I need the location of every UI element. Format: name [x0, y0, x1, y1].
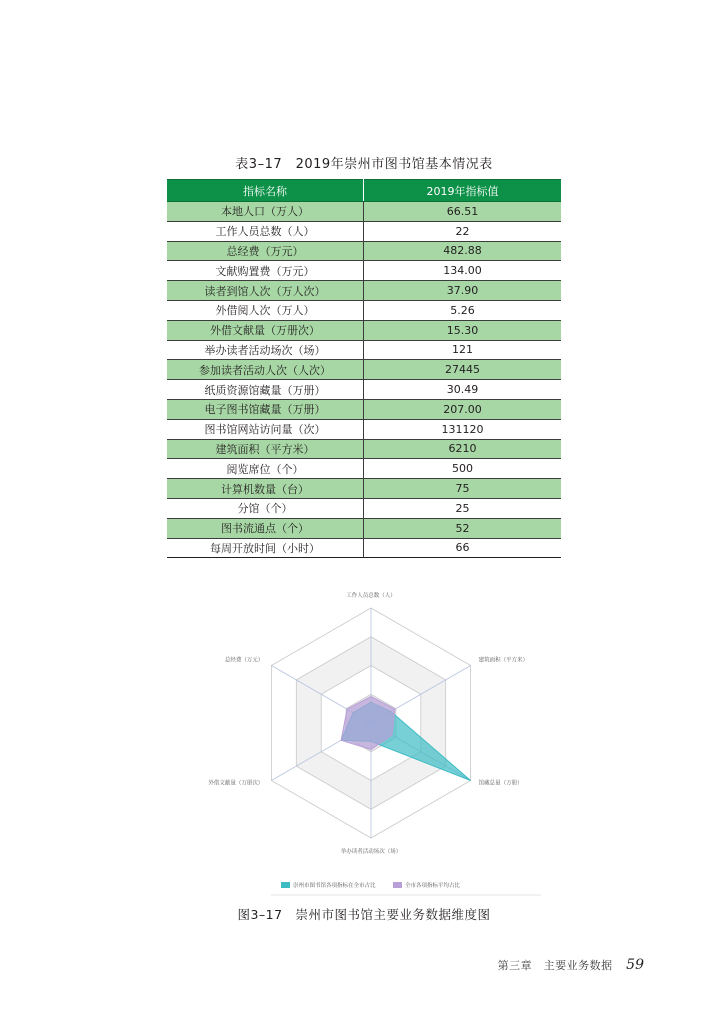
- indicator-name-cell: 电子图书馆藏量（万册）: [167, 399, 364, 419]
- indicator-value-cell: 131120: [364, 419, 562, 439]
- table-header-row: [167, 180, 561, 202]
- radar-axis-label: 工作人员总数（人）: [346, 593, 396, 599]
- table-row: [167, 241, 561, 261]
- indicator-value-cell: 482.88: [364, 241, 562, 261]
- indicator-name-cell: 阅览席位（个）: [167, 459, 364, 479]
- table-row: [167, 419, 561, 439]
- indicator-value-cell: 121: [364, 340, 562, 360]
- indicator-name-cell: 举办读者活动场次（场）: [167, 340, 364, 360]
- indicator-name-cell: 本地人口（万人）: [167, 202, 364, 222]
- indicator-value-cell: 207.00: [364, 399, 562, 419]
- figure-caption: 图3–17 崇州市图书馆主要业务数据维度图: [237, 907, 491, 922]
- legend-swatch: [281, 882, 290, 888]
- indicator-value-cell: 30.49: [364, 380, 562, 400]
- table-row: [167, 538, 561, 558]
- indicator-value-cell: 22: [364, 221, 562, 241]
- table-body: [167, 202, 561, 558]
- table-row: [167, 340, 561, 360]
- indicator-value-cell: 27445: [364, 360, 562, 380]
- table-row: [167, 320, 561, 340]
- table-row: [167, 459, 561, 479]
- table-row: [167, 360, 561, 380]
- radar-axis-label: 外借文献量（万册次）: [208, 780, 264, 787]
- indicator-name-cell: 图书馆网站访问量（次）: [167, 419, 364, 439]
- indicator-name-cell: 纸质资源馆藏量（万册）: [167, 380, 364, 400]
- indicator-name-cell: 读者到馆人次（万人次）: [167, 281, 364, 301]
- page-footer: [498, 957, 644, 973]
- indicator-value-cell: 66: [364, 538, 562, 558]
- radar-axis-label: 馆藏总量（万册）: [478, 780, 523, 787]
- radar-axis-label: 建筑面积（平方米）: [478, 657, 529, 664]
- indicator-value-cell: 52: [364, 518, 562, 538]
- indicator-name-cell: 外借文献量（万册次）: [167, 320, 364, 340]
- indicator-name-cell: 计算机数量（台）: [167, 479, 364, 499]
- indicator-name-cell: 参加读者活动人次（人次）: [167, 360, 364, 380]
- table-row: [167, 518, 561, 538]
- radar-legend: [271, 881, 541, 895]
- indicator-value-cell: 75: [364, 479, 562, 499]
- table-row: [167, 439, 561, 459]
- legend-label: 全市各项指标平均占比: [405, 883, 461, 889]
- table-row: [167, 300, 561, 320]
- indicator-value-cell: 134.00: [364, 261, 562, 281]
- indicator-value-cell: 66.51: [364, 202, 562, 222]
- indicator-value-cell: 15.30: [364, 320, 562, 340]
- table-row: [167, 399, 561, 419]
- table-row: [167, 498, 561, 518]
- header-indicator-value: 2019年指标值: [364, 180, 562, 202]
- table-row: [167, 261, 561, 281]
- indicator-name-cell: 图书流通点（个）: [167, 518, 364, 538]
- chapter-title: 第三章 主要业务数据: [497, 959, 613, 972]
- indicator-value-cell: 6210: [364, 439, 562, 459]
- indicator-value-cell: 37.90: [364, 281, 562, 301]
- table-row: [167, 380, 561, 400]
- table-row: [167, 202, 561, 222]
- legend-label: 崇州市图书馆各项指标在全市占比: [293, 883, 376, 889]
- table-caption: 表3–17 2019年崇州市图书馆基本情况表: [235, 157, 493, 172]
- indicator-name-cell: 总经费（万元）: [167, 241, 364, 261]
- radar-chart: [167, 585, 561, 897]
- indicator-name-cell: 外借阅人次（万人）: [167, 300, 364, 320]
- radar-axis-label: 举办读者活动场次（场）: [340, 849, 402, 855]
- table-row: [167, 479, 561, 499]
- library-stats-table: [167, 179, 561, 558]
- indicator-value-cell: 500: [364, 459, 562, 479]
- indicator-name-cell: 文献购置费（万元）: [167, 261, 364, 281]
- table-row: [167, 281, 561, 301]
- table-row: [167, 221, 561, 241]
- indicator-name-cell: 建筑面积（平方米）: [167, 439, 364, 459]
- indicator-name-cell: 分馆（个）: [167, 498, 364, 518]
- indicator-value-cell: 5.26: [364, 300, 562, 320]
- indicator-value-cell: 25: [364, 498, 562, 518]
- indicator-name-cell: 每周开放时间（小时）: [167, 538, 364, 558]
- legend-swatch: [393, 882, 402, 888]
- radar-axis-label: 总经费（万元）: [224, 657, 264, 664]
- indicator-name-cell: 工作人员总数（人）: [167, 221, 364, 241]
- header-indicator-name: 指标名称: [167, 180, 364, 202]
- page-number: 59: [626, 957, 644, 973]
